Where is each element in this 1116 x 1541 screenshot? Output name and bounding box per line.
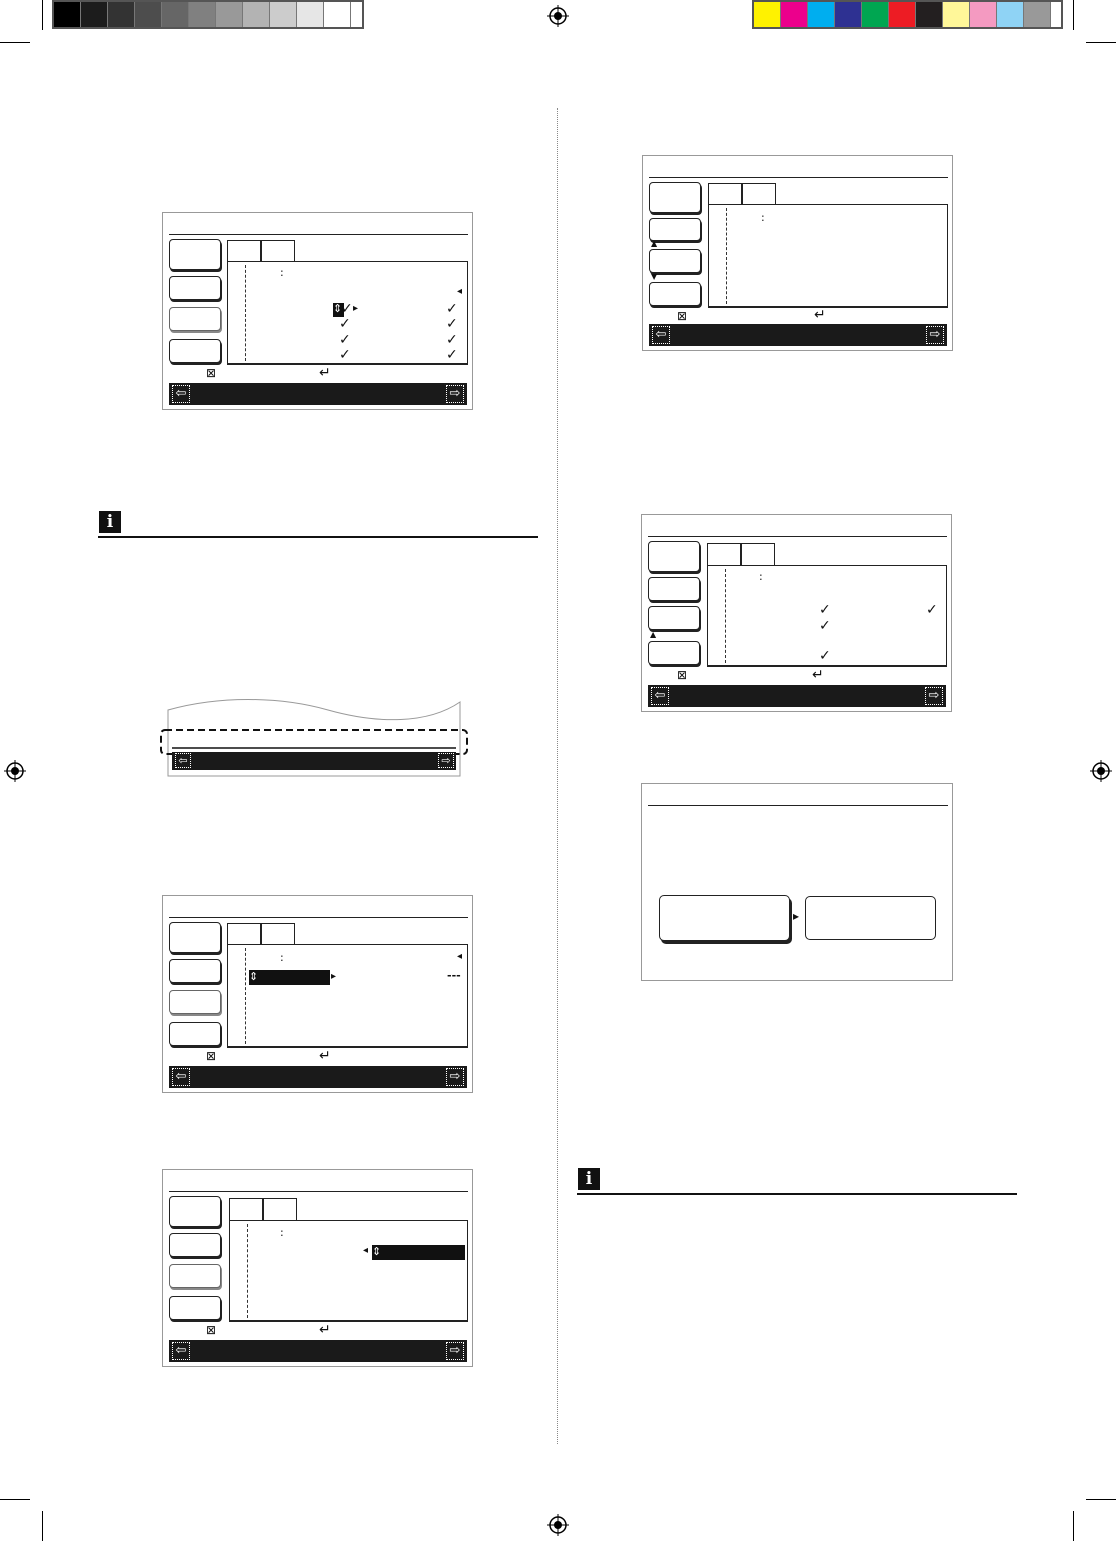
info-icon: i bbox=[578, 1168, 600, 1190]
registration-mark-icon bbox=[547, 5, 569, 27]
checkmark-icon: ✓ bbox=[339, 347, 351, 363]
color-swatch bbox=[54, 2, 81, 27]
updown-icon: ⇕ bbox=[249, 970, 259, 983]
status-bar bbox=[648, 685, 946, 707]
crop-mark bbox=[1073, 1511, 1074, 1541]
status-bar bbox=[169, 1066, 467, 1088]
enter-icon[interactable]: ↵ bbox=[319, 365, 331, 381]
color-swatch bbox=[81, 2, 108, 27]
confirm-dialog-screen bbox=[641, 783, 953, 981]
checkmark-icon: ✓ bbox=[446, 301, 458, 317]
status-bar bbox=[169, 1340, 467, 1362]
content-area bbox=[708, 204, 948, 308]
tab[interactable] bbox=[707, 543, 741, 565]
side-button[interactable] bbox=[169, 1264, 221, 1288]
registration-mark-icon bbox=[547, 1514, 569, 1536]
scroll-down-icon[interactable]: ▼ bbox=[651, 272, 658, 281]
enter-icon[interactable]: ↵ bbox=[814, 307, 826, 323]
forward-arrow-icon[interactable]: ⇨ bbox=[446, 1342, 464, 1360]
crop-mark bbox=[1086, 42, 1116, 43]
arrow-right-icon: ▸ bbox=[793, 909, 800, 923]
color-swatch bbox=[135, 2, 162, 27]
color-swatch bbox=[189, 2, 216, 27]
crop-mark bbox=[42, 1511, 43, 1541]
updown-icon: ⇕ bbox=[372, 1245, 382, 1258]
controller-screen-3 bbox=[162, 1169, 473, 1367]
forward-arrow-icon[interactable]: ⇨ bbox=[438, 753, 454, 768]
forward-arrow-icon[interactable]: ⇨ bbox=[446, 385, 464, 403]
enter-icon[interactable]: ↵ bbox=[812, 667, 824, 683]
arrow-right-icon: ▸ bbox=[331, 971, 337, 982]
registration-mark-icon bbox=[4, 760, 26, 782]
back-arrow-icon[interactable]: ⇦ bbox=[172, 1068, 190, 1086]
color-swatch bbox=[297, 2, 324, 27]
colon-text: : bbox=[280, 951, 284, 964]
back-arrow-icon[interactable]: ⇦ bbox=[651, 687, 669, 705]
checkmark-icon: ✓ bbox=[926, 602, 938, 618]
tab[interactable] bbox=[227, 240, 261, 262]
crop-mark bbox=[0, 42, 30, 43]
color-swatch bbox=[997, 2, 1024, 27]
forward-arrow-icon[interactable]: ⇨ bbox=[925, 687, 943, 705]
arrow-left-icon: ◂ bbox=[457, 286, 463, 297]
dialog-button-right[interactable] bbox=[805, 896, 936, 940]
colon-text: : bbox=[280, 266, 284, 279]
side-button[interactable] bbox=[648, 641, 700, 665]
selected-value[interactable] bbox=[372, 1245, 465, 1260]
selected-row[interactable] bbox=[249, 970, 330, 985]
color-swatch bbox=[943, 2, 970, 27]
forward-arrow-icon[interactable]: ⇨ bbox=[926, 326, 944, 344]
side-button[interactable] bbox=[648, 541, 700, 572]
side-button[interactable] bbox=[648, 606, 700, 630]
tab[interactable] bbox=[261, 923, 295, 945]
checkmark-icon: ✓ bbox=[819, 602, 831, 618]
controller-screen-5 bbox=[641, 514, 952, 712]
tab[interactable] bbox=[708, 183, 742, 205]
controller-screen-4 bbox=[642, 155, 953, 351]
scroll-up-icon[interactable]: ▲ bbox=[650, 630, 657, 639]
colon-text: : bbox=[280, 1226, 284, 1239]
side-button[interactable] bbox=[169, 276, 221, 300]
controller-screen-1 bbox=[162, 212, 473, 410]
checkmark-icon: ✓ bbox=[819, 618, 831, 634]
crop-mark bbox=[0, 1499, 30, 1500]
color-swatch bbox=[1024, 2, 1051, 27]
registration-mark-icon bbox=[1090, 760, 1112, 782]
checkmark-icon: ✓ bbox=[446, 332, 458, 348]
side-button[interactable] bbox=[169, 1233, 221, 1257]
enter-icon[interactable]: ↵ bbox=[319, 1048, 331, 1064]
side-button[interactable] bbox=[169, 922, 221, 953]
side-button[interactable] bbox=[169, 307, 221, 331]
side-button[interactable] bbox=[169, 1296, 221, 1320]
side-button[interactable] bbox=[648, 577, 700, 601]
checkmark-icon: ✓ bbox=[446, 347, 458, 363]
content-area bbox=[229, 1220, 468, 1322]
back-arrow-icon[interactable]: ⇦ bbox=[172, 1342, 190, 1360]
crop-mark bbox=[42, 0, 43, 30]
color-swatch bbox=[862, 2, 889, 27]
tab[interactable] bbox=[263, 1198, 297, 1220]
checkmark-icon: ✓ bbox=[339, 316, 351, 332]
checkmark-icon: ✓ bbox=[446, 316, 458, 332]
grayscale-color-bar bbox=[52, 0, 364, 29]
cancel-icon[interactable]: ⊠ bbox=[206, 366, 217, 380]
back-arrow-icon[interactable]: ⇦ bbox=[175, 753, 191, 768]
colon-text: : bbox=[761, 211, 765, 224]
section-rule bbox=[98, 536, 538, 538]
tab[interactable] bbox=[741, 543, 775, 565]
side-button[interactable] bbox=[649, 249, 701, 273]
forward-arrow-icon[interactable]: ⇨ bbox=[446, 1068, 464, 1086]
enter-icon[interactable]: ↵ bbox=[319, 1322, 331, 1338]
colon-text: : bbox=[759, 570, 763, 583]
side-button[interactable] bbox=[649, 218, 701, 241]
controller-screen-2 bbox=[162, 895, 473, 1093]
checkmark-icon: ✓ bbox=[819, 648, 831, 664]
dialog-button-left[interactable] bbox=[659, 895, 790, 941]
color-swatch bbox=[216, 2, 243, 27]
color-swatch bbox=[889, 2, 916, 27]
cancel-icon[interactable]: ⊠ bbox=[206, 1049, 217, 1063]
crop-mark bbox=[1086, 1499, 1116, 1500]
arrow-right-icon: ▸ bbox=[353, 303, 359, 314]
color-swatch bbox=[970, 2, 997, 27]
side-button[interactable] bbox=[649, 282, 701, 306]
section-rule bbox=[577, 1193, 1017, 1195]
back-arrow-icon[interactable]: ⇦ bbox=[172, 385, 190, 403]
color-swatch bbox=[108, 2, 135, 27]
status-bar-detail bbox=[158, 696, 470, 780]
side-button[interactable] bbox=[649, 182, 701, 213]
tab[interactable] bbox=[742, 183, 776, 205]
tab[interactable] bbox=[261, 240, 295, 262]
status-bar bbox=[649, 324, 947, 346]
info-icon: i bbox=[99, 511, 121, 533]
side-button[interactable] bbox=[169, 990, 221, 1014]
side-button[interactable] bbox=[169, 1022, 221, 1046]
tab[interactable] bbox=[227, 923, 261, 945]
side-button[interactable] bbox=[169, 959, 221, 983]
color-swatch bbox=[754, 2, 781, 27]
side-button[interactable] bbox=[169, 239, 221, 270]
color-swatch bbox=[781, 2, 808, 27]
checkmark-icon: ✓ bbox=[339, 332, 351, 348]
cancel-icon[interactable]: ⊠ bbox=[677, 309, 688, 323]
color-swatch bbox=[324, 2, 351, 27]
cancel-icon[interactable]: ⊠ bbox=[677, 668, 688, 682]
status-bar bbox=[169, 383, 467, 405]
dashes-text: --- bbox=[447, 969, 461, 982]
color-swatch bbox=[270, 2, 297, 27]
tab[interactable] bbox=[229, 1198, 263, 1220]
column-separator bbox=[557, 108, 558, 1444]
side-button[interactable] bbox=[169, 339, 221, 363]
color-swatch bbox=[916, 2, 943, 27]
color-swatch bbox=[243, 2, 270, 27]
color-swatch bbox=[162, 2, 189, 27]
process-color-bar bbox=[752, 0, 1063, 29]
scroll-up-icon[interactable]: ▲ bbox=[651, 239, 658, 248]
side-button[interactable] bbox=[169, 1196, 221, 1227]
arrow-left-icon: ◂ bbox=[363, 1245, 369, 1256]
crop-mark bbox=[1073, 0, 1074, 30]
color-swatch bbox=[808, 2, 835, 27]
content-area bbox=[227, 944, 468, 1048]
arrow-left-icon: ◂ bbox=[457, 951, 463, 962]
checkmark-icon: ✓ bbox=[341, 301, 353, 317]
back-arrow-icon[interactable]: ⇦ bbox=[652, 326, 670, 344]
cancel-icon[interactable]: ⊠ bbox=[206, 1323, 217, 1337]
color-swatch bbox=[835, 2, 862, 27]
updown-icon: ⇕ bbox=[333, 302, 343, 315]
